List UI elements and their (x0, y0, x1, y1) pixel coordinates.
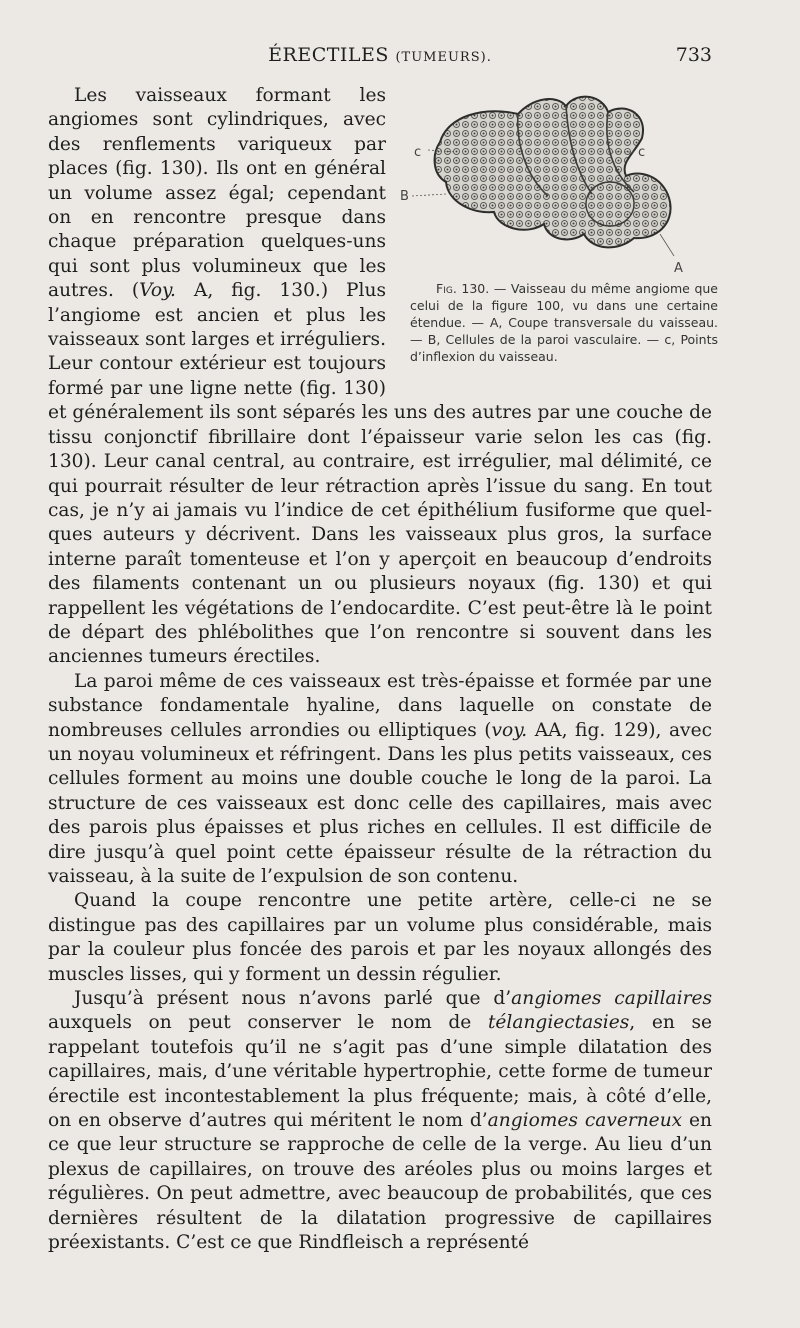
italic-text: angiomes capillaires (511, 988, 712, 1010)
figure-caption (410, 280, 718, 365)
label-b: B (400, 189, 409, 204)
text-run: auxquels on peut conserver le nom de (48, 1012, 488, 1034)
label-c-right: c (638, 145, 646, 160)
italic-text: télangiectasies (487, 1012, 630, 1034)
text-run: AA, fig. 129), avec un noyau volumineux et réfringent. Dans les plus petits vaisseaux, ces cellules forment au moins une double couche le long de la paroi. La structure de ces vaisseaux est donc celle des capillaires, mais avec des parois plus épaisses et plus riches en cellules. Il est difficile de dire jusqu’à quel point cette épaisseur résulte de la rétraction du vaisseau, à la suite de l’expulsion de son contenu. (48, 719, 712, 887)
paragraph-1 (48, 84, 718, 670)
text-run: A, fig. 130.) Plus l’angiome est ancien et plus les vaisseaux sont larges et irréguliers. Leur contour extérieur est toujours formé par une ligne nette (fig. 130) et généralement ils sont séparés les uns des autres par une couche de tissu conjonctif fibrillaire dont l’épaisseur varie selon les cas (fig. 130). Leur canal central, au contraire, est irrégulier, mal délimité, ce qui pourrait résulter de leur rétraction après l’issue du sang. En tout cas, je n’y ai jamais vu l’indice de cet épithélium fusiforme que quelques auteurs y décrivent. Dans les vaisseaux plus gros, la surface interne paraît tomenteuse et l’on y aperçoit en beaucoup d’endroits des filaments contenant un ou plusieurs noyaux (fig. 130) et qui rappellent les végétations de l’endocardite. C’est peut-être là le point de départ des phlébolithes que l’on rencontre si souvent dans les anciennes tumeurs érectiles. (48, 280, 712, 668)
text-run: Les vaisseaux formant les angiomes sont cylindriques, avec des renflements variqueux par places (fig. 130). Ils ont en général un volume assez égal; cependant on en rencontre presque dans chaque préparation quelques-uns qui sont plus volumineux que les autres. ( (48, 85, 386, 302)
leader-a (660, 234, 674, 256)
label-a: A (674, 261, 683, 276)
running-title (48, 44, 712, 66)
page-number: 733 (675, 44, 712, 66)
label-c-left: c (414, 145, 422, 160)
text-run: en ce que leur structure se rapproche de celle de la verge. Au lieu d’un plexus de capillaires, on trouve des aréoles plus ou moins larges et régulières. On peut admettre, avec beaucoup de probabilités, que ces dernières résultent de la dilatation progressive de capillaires préexistants. C’est ce que Rindfleisch a représenté (48, 1110, 712, 1254)
figure-130 (398, 84, 718, 394)
paragraph-2 (48, 670, 712, 890)
italic-text: voy. (491, 719, 528, 741)
paragraph-4 (48, 987, 712, 1255)
italic-text: angiomes caverneux (487, 1110, 683, 1132)
caption-figure-number: Fig. 130. (436, 281, 490, 296)
main-text (48, 84, 718, 1256)
paragraph-3 (48, 889, 712, 987)
text-run: Quand la coupe rencontre une petite artère, celle-ci ne se distingue pas des capillaires par un volume plus considérable, mais par la couleur plus foncée des parois et par les noyaux allongés des muscles lisses, qui y forment un dessin régulier. (48, 890, 712, 985)
running-header (48, 44, 712, 74)
text-run: , en se rappelant toutefois qu’il ne s’agit pas d’une simple dilatation des capillaires, mais, d’une véritable hypertrophie, cette forme de tumeur érectile est incontestablement la plus fréquente; mais, à côté d’elle, on en observe d’autres qui méritent le nom d’ (48, 1012, 712, 1132)
figure-130-illustration (398, 84, 718, 284)
text-run: Jusqu’à présent nous n’avons parlé que d’ (74, 988, 512, 1010)
running-title-sub: (TUMEURS). (395, 50, 492, 65)
caption-text: — Vaisseau du même angiome que celui de la figure 100, vu dans une certaine étendue. — A, Coupe transversale du vaisseau. — B, Cellules de la paroi vasculaire. — c, Points d’inflexion du vaisseau. (410, 281, 718, 364)
text-run: La paroi même de ces vaisseaux est très-épaisse et formée par une substance fondamentale hyaline, dans laquelle on constate de nombreuses cellules arrondies ou elliptiques ( (48, 670, 712, 741)
leader-b (412, 194, 446, 196)
vessel-section (435, 97, 671, 248)
running-title-main: ÉRECTILES (268, 44, 389, 66)
italic-text: Voy. (139, 280, 176, 302)
